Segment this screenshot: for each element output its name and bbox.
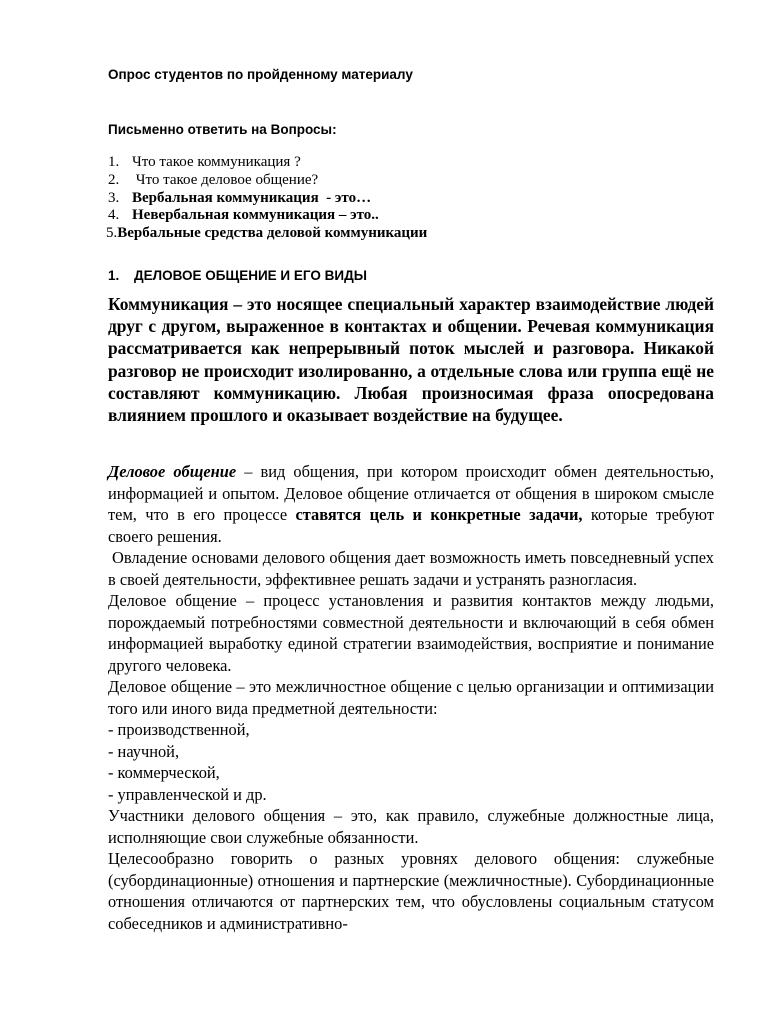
list-item: - коммерческой, [108,763,220,782]
question-item [106,225,427,243]
emphasized-text: ставятся цель и конкретные задачи, [295,505,583,524]
section-number: 1. [108,268,120,283]
business-paragraph: Деловое общение – процесс установления и развития контактов между людьми, порождаемый потребностями совместной деятельности и включающий в себя обмен информацией выработку единой стратегии взаимодействия, восприятие и понимание другого человека. [108,591,714,675]
business-communication-text [108,461,714,934]
list-item: - управленческой и др. [108,784,267,804]
list-item: - производственной, [108,720,250,739]
section-heading [108,268,367,283]
questions-intro: Письменно ответить на Вопросы: [108,122,337,137]
document-title: Опрос студентов по пройденному материалу [108,67,413,82]
communication-definition: Коммуникация – это носящее специальный характер взаимодействие людей друг с другом, выраженное в контактах и общении. Речевая коммуникация рассматривается как непрерывный поток мыслей и разговора. Никакой разговор не происходит изолированно, а отдельные слова или группа ещё не составляют коммуникацию. Любая произносимая фраза опосредована влиянием прошлого и оказывает воздействие на будущее. [108,294,714,426]
section-title: ДЕЛОВОЕ ОБЩЕНИЕ И ЕГО ВИДЫ [134,268,367,283]
question-number: 2. [108,171,120,188]
question-item [108,172,427,190]
question-text: Невербальная коммуникация – это.. [132,207,379,224]
question-text: Вербальные средства деловой коммуникации [117,225,428,242]
questions-list [108,154,427,243]
business-paragraph: Участники делового общения – это, как правило, служебные должностные лица, исполняющие свои служебные обязанности. [108,806,714,847]
list-item: - научной, [108,741,180,761]
question-number: 3. [108,189,120,206]
question-number: 5. [106,225,118,242]
term-business-communication: Деловое общение [108,462,237,481]
activity-types-list [108,719,714,805]
business-paragraph: Овладение основами делового общения дает возможность иметь повседневный успех в своей деятельности, эффективнее решать задачи и устранять разногласия. [108,548,714,589]
paragraph-text: которые требуют своего решения. [108,505,714,546]
question-text: Что такое коммуникация ? [132,154,301,170]
question-text: Вербальная коммуникация - это… [132,189,372,206]
paragraph-text: – вид общения, при котором происходит обмен деятельностью, информацией и опытом. Деловое общение отличается от общения в широком смысле тем, что в его процессе [108,462,715,524]
question-item [108,190,427,208]
question-number: 1. [108,154,120,170]
question-number: 4. [108,207,120,224]
question-text: Что такое деловое общение? [132,171,319,188]
business-paragraph: Целесообразно говорить о разных уровнях делового общения: служебные (субординационные) отношения и партнерские (межличностные). Субординационные отношения отличаются от партнерских тем, что обусловлены социальным статусом собеседников и административно- [108,849,714,933]
business-paragraph: Деловое общение – это межличностное общение с целью организации и оптимизации того или иного вида предметной деятельности: [108,677,714,718]
question-item [108,154,427,172]
question-item [108,207,427,225]
business-paragraph [108,461,714,547]
